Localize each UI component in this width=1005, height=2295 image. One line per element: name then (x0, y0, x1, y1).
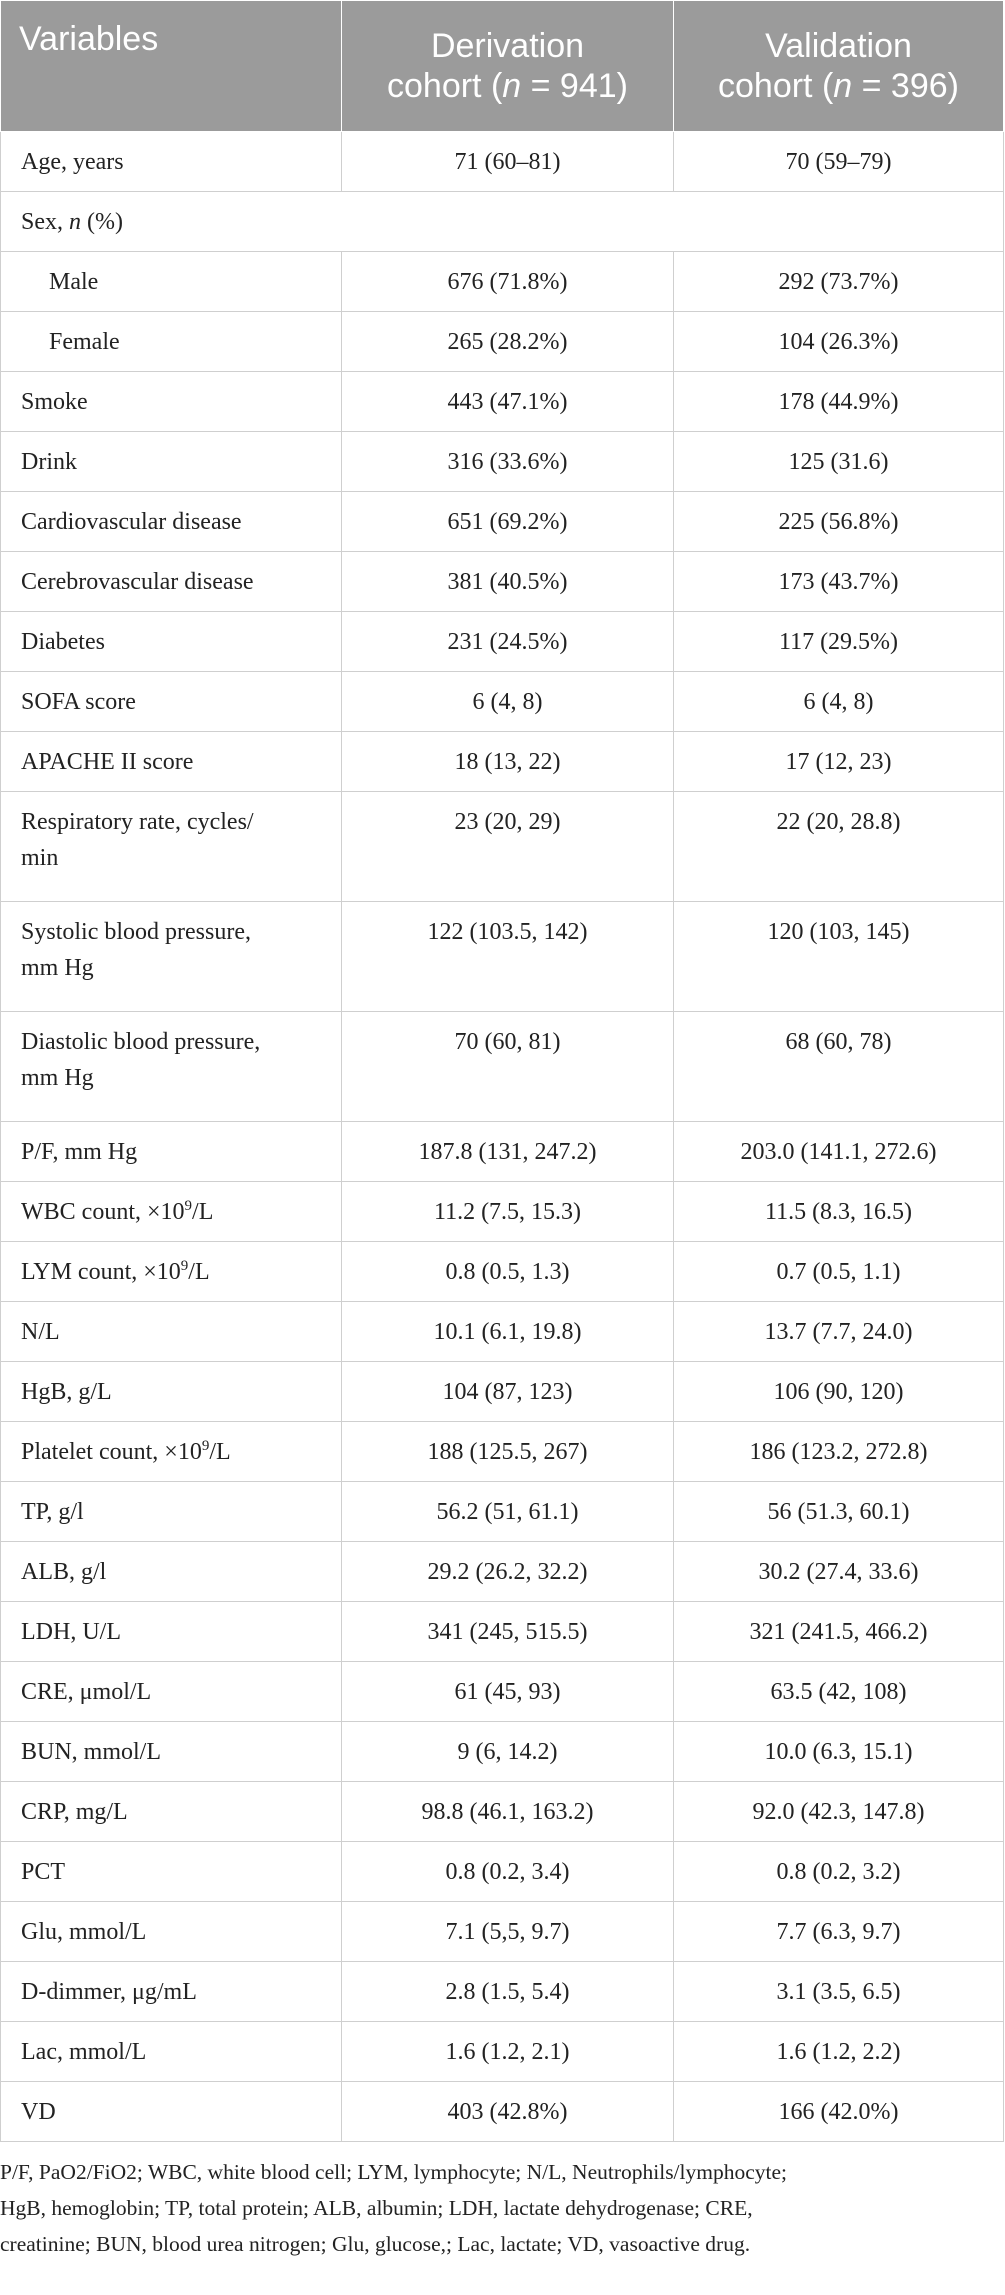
derivation-value: 104 (87, 123) (342, 1362, 674, 1422)
derivation-value: 23 (20, 29) (342, 792, 674, 902)
table-row (1, 372, 1004, 432)
derivation-value: 18 (13, 22) (342, 732, 674, 792)
derivation-value: 98.8 (46.1, 163.2) (342, 1782, 674, 1842)
validation-value: 92.0 (42.3, 147.8) (674, 1782, 1004, 1842)
validation-value: 68 (60, 78) (674, 1012, 1004, 1122)
derivation-value: 70 (60, 81) (342, 1012, 674, 1122)
table-row (1, 1482, 1004, 1542)
footnote-line: creatinine; BUN, blood urea nitrogen; Glu, glucose,; Lac, lactate; VD, vasoactive drug. (0, 2232, 751, 2256)
table-row (1, 492, 1004, 552)
row-label: P/F, mm Hg (1, 1122, 342, 1182)
row-label: Glu, mmol/L (1, 1902, 342, 1962)
derivation-value: 56.2 (51, 61.1) (342, 1482, 674, 1542)
derivation-value: 61 (45, 93) (342, 1662, 674, 1722)
derivation-value: 443 (47.1%) (342, 372, 674, 432)
table-row (1, 612, 1004, 672)
validation-value: 203.0 (141.1, 272.6) (674, 1122, 1004, 1182)
derivation-value: 6 (4, 8) (342, 672, 674, 732)
row-label: Cerebrovascular disease (1, 552, 342, 612)
validation-value: 1.6 (1.2, 2.2) (674, 2022, 1004, 2082)
validation-value: 11.5 (8.3, 16.5) (674, 1182, 1004, 1242)
row-label: CRE, μmol/L (1, 1662, 342, 1722)
row-label: ALB, g/l (1, 1542, 342, 1602)
header-validation: Validation cohort (n = 396) (674, 1, 1004, 132)
derivation-value: 71 (60–81) (342, 132, 674, 192)
derivation-value: 9 (6, 14.2) (342, 1722, 674, 1782)
table-row (1, 1722, 1004, 1782)
row-label: Female (1, 312, 342, 372)
table-row (1, 1122, 1004, 1182)
table-row (1, 672, 1004, 732)
table-footnote (0, 2154, 1000, 2262)
derivation-value: 1.6 (1.2, 2.1) (342, 2022, 674, 2082)
table-row (1, 1542, 1004, 1602)
row-label: Sex, n (%) (1, 192, 1004, 252)
table-row (1, 1422, 1004, 1482)
validation-value: 292 (73.7%) (674, 252, 1004, 312)
header-row (1, 1, 1004, 132)
validation-value: 125 (31.6) (674, 432, 1004, 492)
validation-value: 321 (241.5, 466.2) (674, 1602, 1004, 1662)
row-label: Drink (1, 432, 342, 492)
validation-value: 0.8 (0.2, 3.2) (674, 1842, 1004, 1902)
table-row (1, 252, 1004, 312)
validation-value: 13.7 (7.7, 24.0) (674, 1302, 1004, 1362)
derivation-value: 265 (28.2%) (342, 312, 674, 372)
table-row (1, 1242, 1004, 1302)
validation-value: 0.7 (0.5, 1.1) (674, 1242, 1004, 1302)
table-row (1, 1962, 1004, 2022)
derivation-value: 10.1 (6.1, 19.8) (342, 1302, 674, 1362)
validation-value: 10.0 (6.3, 15.1) (674, 1722, 1004, 1782)
derivation-value: 676 (71.8%) (342, 252, 674, 312)
row-label: TP, g/l (1, 1482, 342, 1542)
footnote-line: P/F, PaO2/FiO2; WBC, white blood cell; LYM, lymphocyte; N/L, Neutrophils/lymphocyte; (0, 2160, 788, 2184)
row-label: Diastolic blood pressure, mm Hg (1, 1012, 342, 1122)
table-row (1, 792, 1004, 902)
table-row (1, 312, 1004, 372)
row-label: APACHE II score (1, 732, 342, 792)
validation-value: 30.2 (27.4, 33.6) (674, 1542, 1004, 1602)
validation-value: 178 (44.9%) (674, 372, 1004, 432)
derivation-value: 7.1 (5,5, 9.7) (342, 1902, 674, 1962)
derivation-value: 188 (125.5, 267) (342, 1422, 674, 1482)
derivation-value: 381 (40.5%) (342, 552, 674, 612)
table-row (1, 2022, 1004, 2082)
derivation-value: 2.8 (1.5, 5.4) (342, 1962, 674, 2022)
row-label: Platelet count, $\times 10^9/L$ (1, 1422, 342, 1482)
row-label: Respiratory rate, cycles/ min (1, 792, 342, 902)
table-row (1, 1782, 1004, 1842)
row-label: BUN, mmol/L (1, 1722, 342, 1782)
table-row (1, 732, 1004, 792)
validation-value: 17 (12, 23) (674, 732, 1004, 792)
derivation-value: 0.8 (0.2, 3.4) (342, 1842, 674, 1902)
derivation-value: 316 (33.6%) (342, 432, 674, 492)
validation-value: 63.5 (42, 108) (674, 1662, 1004, 1722)
row-label: Smoke (1, 372, 342, 432)
row-label: Age, years (1, 132, 342, 192)
validation-value: 225 (56.8%) (674, 492, 1004, 552)
derivation-value: 187.8 (131, 247.2) (342, 1122, 674, 1182)
derivation-value: 122 (103.5, 142) (342, 902, 674, 1012)
derivation-value: 403 (42.8%) (342, 2082, 674, 2142)
table-row (1, 1182, 1004, 1242)
validation-value: 117 (29.5%) (674, 612, 1004, 672)
derivation-value: 29.2 (26.2, 32.2) (342, 1542, 674, 1602)
row-label: PCT (1, 1842, 342, 1902)
validation-value: 120 (103, 145) (674, 902, 1004, 1012)
row-label: N/L (1, 1302, 342, 1362)
table-row (1, 1842, 1004, 1902)
table-row-sex (1, 192, 1004, 252)
footnote-line: HgB, hemoglobin; TP, total protein; ALB, albumin; LDH, lactate dehydrogenase; CRE, (0, 2196, 753, 2220)
row-label: CRP, mg/L (1, 1782, 342, 1842)
row-label: SOFA score (1, 672, 342, 732)
header-derivation: Derivation cohort (n = 941) (342, 1, 674, 132)
table-row (1, 1362, 1004, 1422)
table-row (1, 132, 1004, 192)
validation-value: 22 (20, 28.8) (674, 792, 1004, 902)
table-row (1, 432, 1004, 492)
row-label: HgB, g/L (1, 1362, 342, 1422)
table-row (1, 2082, 1004, 2142)
row-label: LYM count, $\times 10^9/L$ (1, 1242, 342, 1302)
row-label: Systolic blood pressure, mm Hg (1, 902, 342, 1012)
table-row (1, 902, 1004, 1012)
table-row (1, 1662, 1004, 1722)
row-label: Lac, mmol/L (1, 2022, 342, 2082)
validation-value: 7.7 (6.3, 9.7) (674, 1902, 1004, 1962)
validation-value: 166 (42.0%) (674, 2082, 1004, 2142)
row-label: VD (1, 2082, 342, 2142)
header-variables: Variables (1, 1, 342, 132)
validation-value: 6 (4, 8) (674, 672, 1004, 732)
row-label: D-dimmer, μg/mL (1, 1962, 342, 2022)
derivation-value: 341 (245, 515.5) (342, 1602, 674, 1662)
table-row (1, 1902, 1004, 1962)
row-label: Male (1, 252, 342, 312)
table-row (1, 1012, 1004, 1122)
table-row (1, 552, 1004, 612)
row-label: Diabetes (1, 612, 342, 672)
derivation-value: 651 (69.2%) (342, 492, 674, 552)
validation-value: 173 (43.7%) (674, 552, 1004, 612)
row-label: LDH, U/L (1, 1602, 342, 1662)
derivation-value: 0.8 (0.5, 1.3) (342, 1242, 674, 1302)
validation-value: 106 (90, 120) (674, 1362, 1004, 1422)
table-row (1, 1602, 1004, 1662)
validation-value: 186 (123.2, 272.8) (674, 1422, 1004, 1482)
validation-value: 3.1 (3.5, 6.5) (674, 1962, 1004, 2022)
validation-value: 104 (26.3%) (674, 312, 1004, 372)
derivation-value: 11.2 (7.5, 15.3) (342, 1182, 674, 1242)
validation-value: 56 (51.3, 60.1) (674, 1482, 1004, 1542)
table-row (1, 1302, 1004, 1362)
derivation-value: 231 (24.5%) (342, 612, 674, 672)
validation-value: 70 (59–79) (674, 132, 1004, 192)
row-label: WBC count, $\times 10^9/L$ (1, 1182, 342, 1242)
row-label: Cardiovascular disease (1, 492, 342, 552)
